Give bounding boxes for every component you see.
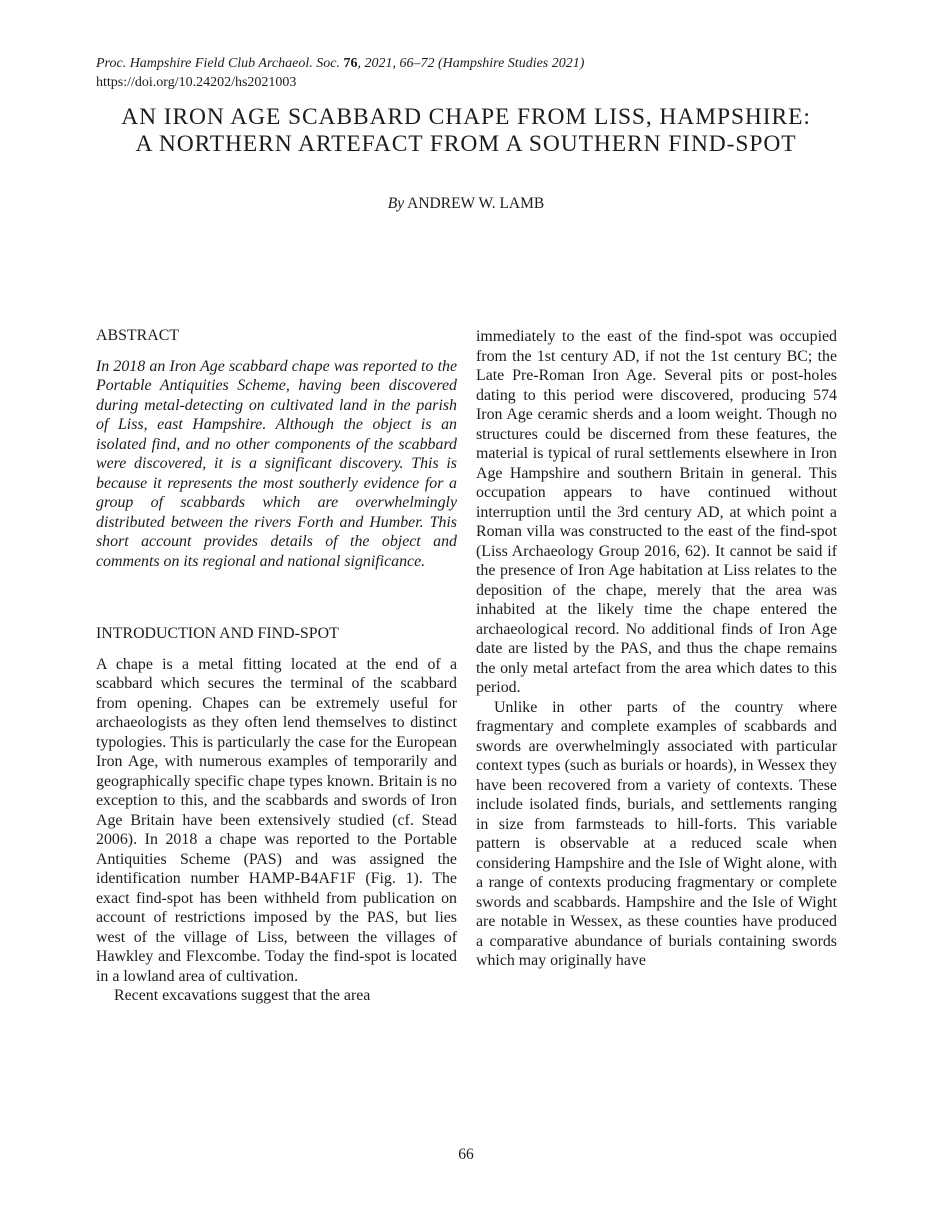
intro-paragraph-2-continued: immediately to the east of the find-spot was occupied from the 1st century AD, if not the 1st century BC; the Late Pre-Roman Iron Age. Several pits or post-holes dating to this period were discovered, producing 574 Iron Age ceramic sherds and a loom weight. Though no structures could be discerned from these features, the material is typical of rural settlements elsewhere in Iron Age Hampshire and southern Britain in general. This occupation appears to have continued without interruption until the 3rd century AD, at which point a Roman villa was constructed to the east of the find-spot (Liss Archaeology Group 2016, 62). It cannot be said if the presence of Iron Age habitation at Liss relates to the deposition of the chape, merely that the area was inhabited at the likely time the chape entered the archaeological record. No additional finds of Iron Age date are listed by the PAS, and thus the chape remains the only metal artefact from the area which dates to this period.	[476, 328, 837, 696]
page-number: 66	[458, 1146, 474, 1163]
title-line-2: A NORTHERN ARTEFACT FROM A SOUTHERN FIND-SPOT	[135, 131, 797, 157]
intro-paragraph-2-start: Recent excavations suggest that the area	[114, 987, 371, 1004]
byline-by: By	[387, 195, 405, 212]
journal-citation	[96, 54, 584, 92]
abstract-heading: ABSTRACT	[96, 327, 179, 344]
volume-number: 76	[343, 56, 358, 71]
doi-link[interactable]: https://doi.org/10.24202/hs2021003	[96, 75, 297, 90]
citation-details: , 2021, 66–72 (Hampshire Studies 2021)	[357, 56, 585, 71]
author-name: ANDREW W. LAMB	[407, 195, 545, 212]
intro-paragraph-3: Unlike in other parts of the country where fragmentary and complete examples of scabbards and swords are overwhelmingly associated with particular context types (such as burials or hoards), in Wessex they have been recovered from a variety of contexts. These include isolated finds, burials, and settlements ranging in size from farmsteads to hill-forts. This variable pattern is observable at a reduced scale when considering Hampshire and the Isle of Wight alone, with a range of contexts producing fragmentary or complete swords and scabbards. Hampshire and the Isle of Wight are notable in Wessex, as these counties have produced a comparative abundance of burials containing swords which may originally have	[476, 698, 837, 969]
left-column	[96, 326, 457, 1006]
intro-paragraph-1: A chape is a metal fitting located at the end of a scabbard which secures the terminal of the scabbard from opening. Chapes can be extremely useful for archaeologists as they often lend themselves to distinct typologies. This is particularly the case for the European Iron Age, with numerous examples of temporarily and geographically specific chape types known. Britain is no exception to this, and the scabbards and swords of Iron Age Britain have been extensively studied (cf. Stead 2006). In 2018 a chape was reported to the Portable Antiquities Scheme (PAS) and was assigned the identification number HAMP-B4AF1F (Fig. 1). The exact find-spot has been withheld from publication on account of restrictions imposed by the PAS, but lies west of the village of Liss, between the villages of Hawkley and Flexcombe. Today the find-spot is located in a lowland area of cultivation.	[96, 655, 457, 985]
citation-line	[96, 54, 584, 73]
byline	[0, 195, 932, 213]
article-title	[40, 104, 892, 158]
journal-name: Proc. Hampshire Field Club Archaeol. Soc.	[96, 56, 340, 71]
introduction-heading: INTRODUCTION AND FIND-SPOT	[96, 625, 339, 642]
right-column	[476, 327, 837, 971]
title-line-1: AN IRON AGE SCABBARD CHAPE FROM LISS, HAMPSHIRE:	[121, 104, 811, 130]
abstract-text: In 2018 an Iron Age scabbard chape was reported to the Portable Antiquities Scheme, having been discovered during metal-detecting on cultivated land in the parish of Liss, east Hampshire. Although the object is an isolated find, and no other components of the scabbard were discovered, it is a significant discovery. This is because it represents the most southerly evidence for a group of scabbards which are overwhelmingly distributed between the rivers Forth and Humber. This short account provides details of the object and comments on its regional and national significance.	[96, 357, 457, 570]
